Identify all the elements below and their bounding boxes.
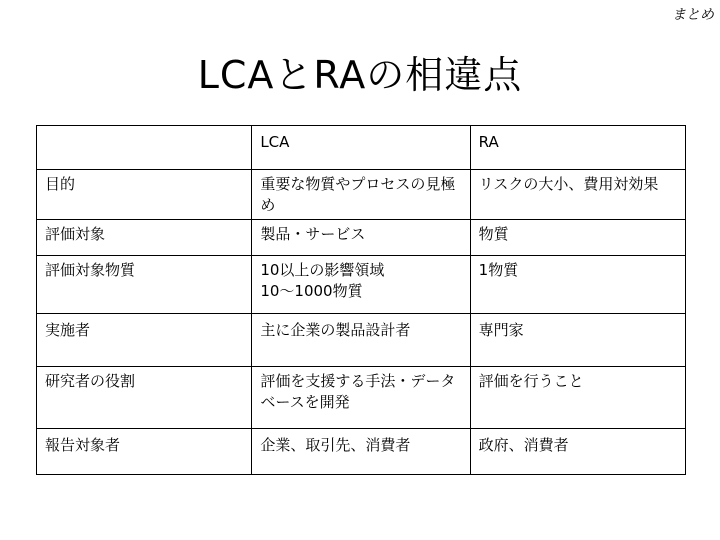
table-row (37, 220, 686, 256)
table-header-row (37, 126, 686, 170)
ra-cell: 専門家 (470, 314, 685, 367)
lca-cell-line: 10～1000物質 (260, 282, 363, 300)
slide-title: LCAとRAの相違点 (197, 53, 523, 97)
lca-cell: 企業、取引先、消費者 (252, 429, 470, 475)
table-row (37, 429, 686, 475)
lca-cell (252, 256, 470, 314)
row-label: 研究者の役割 (37, 367, 252, 429)
lca-cell: 製品・サービス (252, 220, 470, 256)
lca-cell: 主に企業の製品設計者 (252, 314, 470, 367)
row-label: 報告対象者 (37, 429, 252, 475)
ra-cell: 1物質 (470, 256, 685, 314)
header-cell-ra: RA (470, 126, 685, 170)
ra-cell: 物質 (470, 220, 685, 256)
ra-cell: 評価を行うこと (470, 367, 685, 429)
header-cell-lca: LCA (252, 126, 470, 170)
ra-cell: 政府、消費者 (470, 429, 685, 475)
lca-cell: 評価を支援する手法・データベースを開発 (252, 367, 470, 429)
row-label: 実施者 (37, 314, 252, 367)
table-row (37, 314, 686, 367)
comparison-table (36, 125, 686, 475)
row-label: 目的 (37, 170, 252, 220)
ra-cell: リスクの大小、費用対効果 (470, 170, 685, 220)
row-label: 評価対象物質 (37, 256, 252, 314)
lca-cell-line: 10以上の影響領域 (260, 261, 385, 279)
corner-label: まとめ (672, 7, 714, 23)
row-label: 評価対象 (37, 220, 252, 256)
table-row (37, 256, 686, 314)
header-cell-empty (37, 126, 252, 170)
lca-cell: 重要な物質やプロセスの見極め (252, 170, 470, 220)
table-row (37, 170, 686, 220)
table-row (37, 367, 686, 429)
